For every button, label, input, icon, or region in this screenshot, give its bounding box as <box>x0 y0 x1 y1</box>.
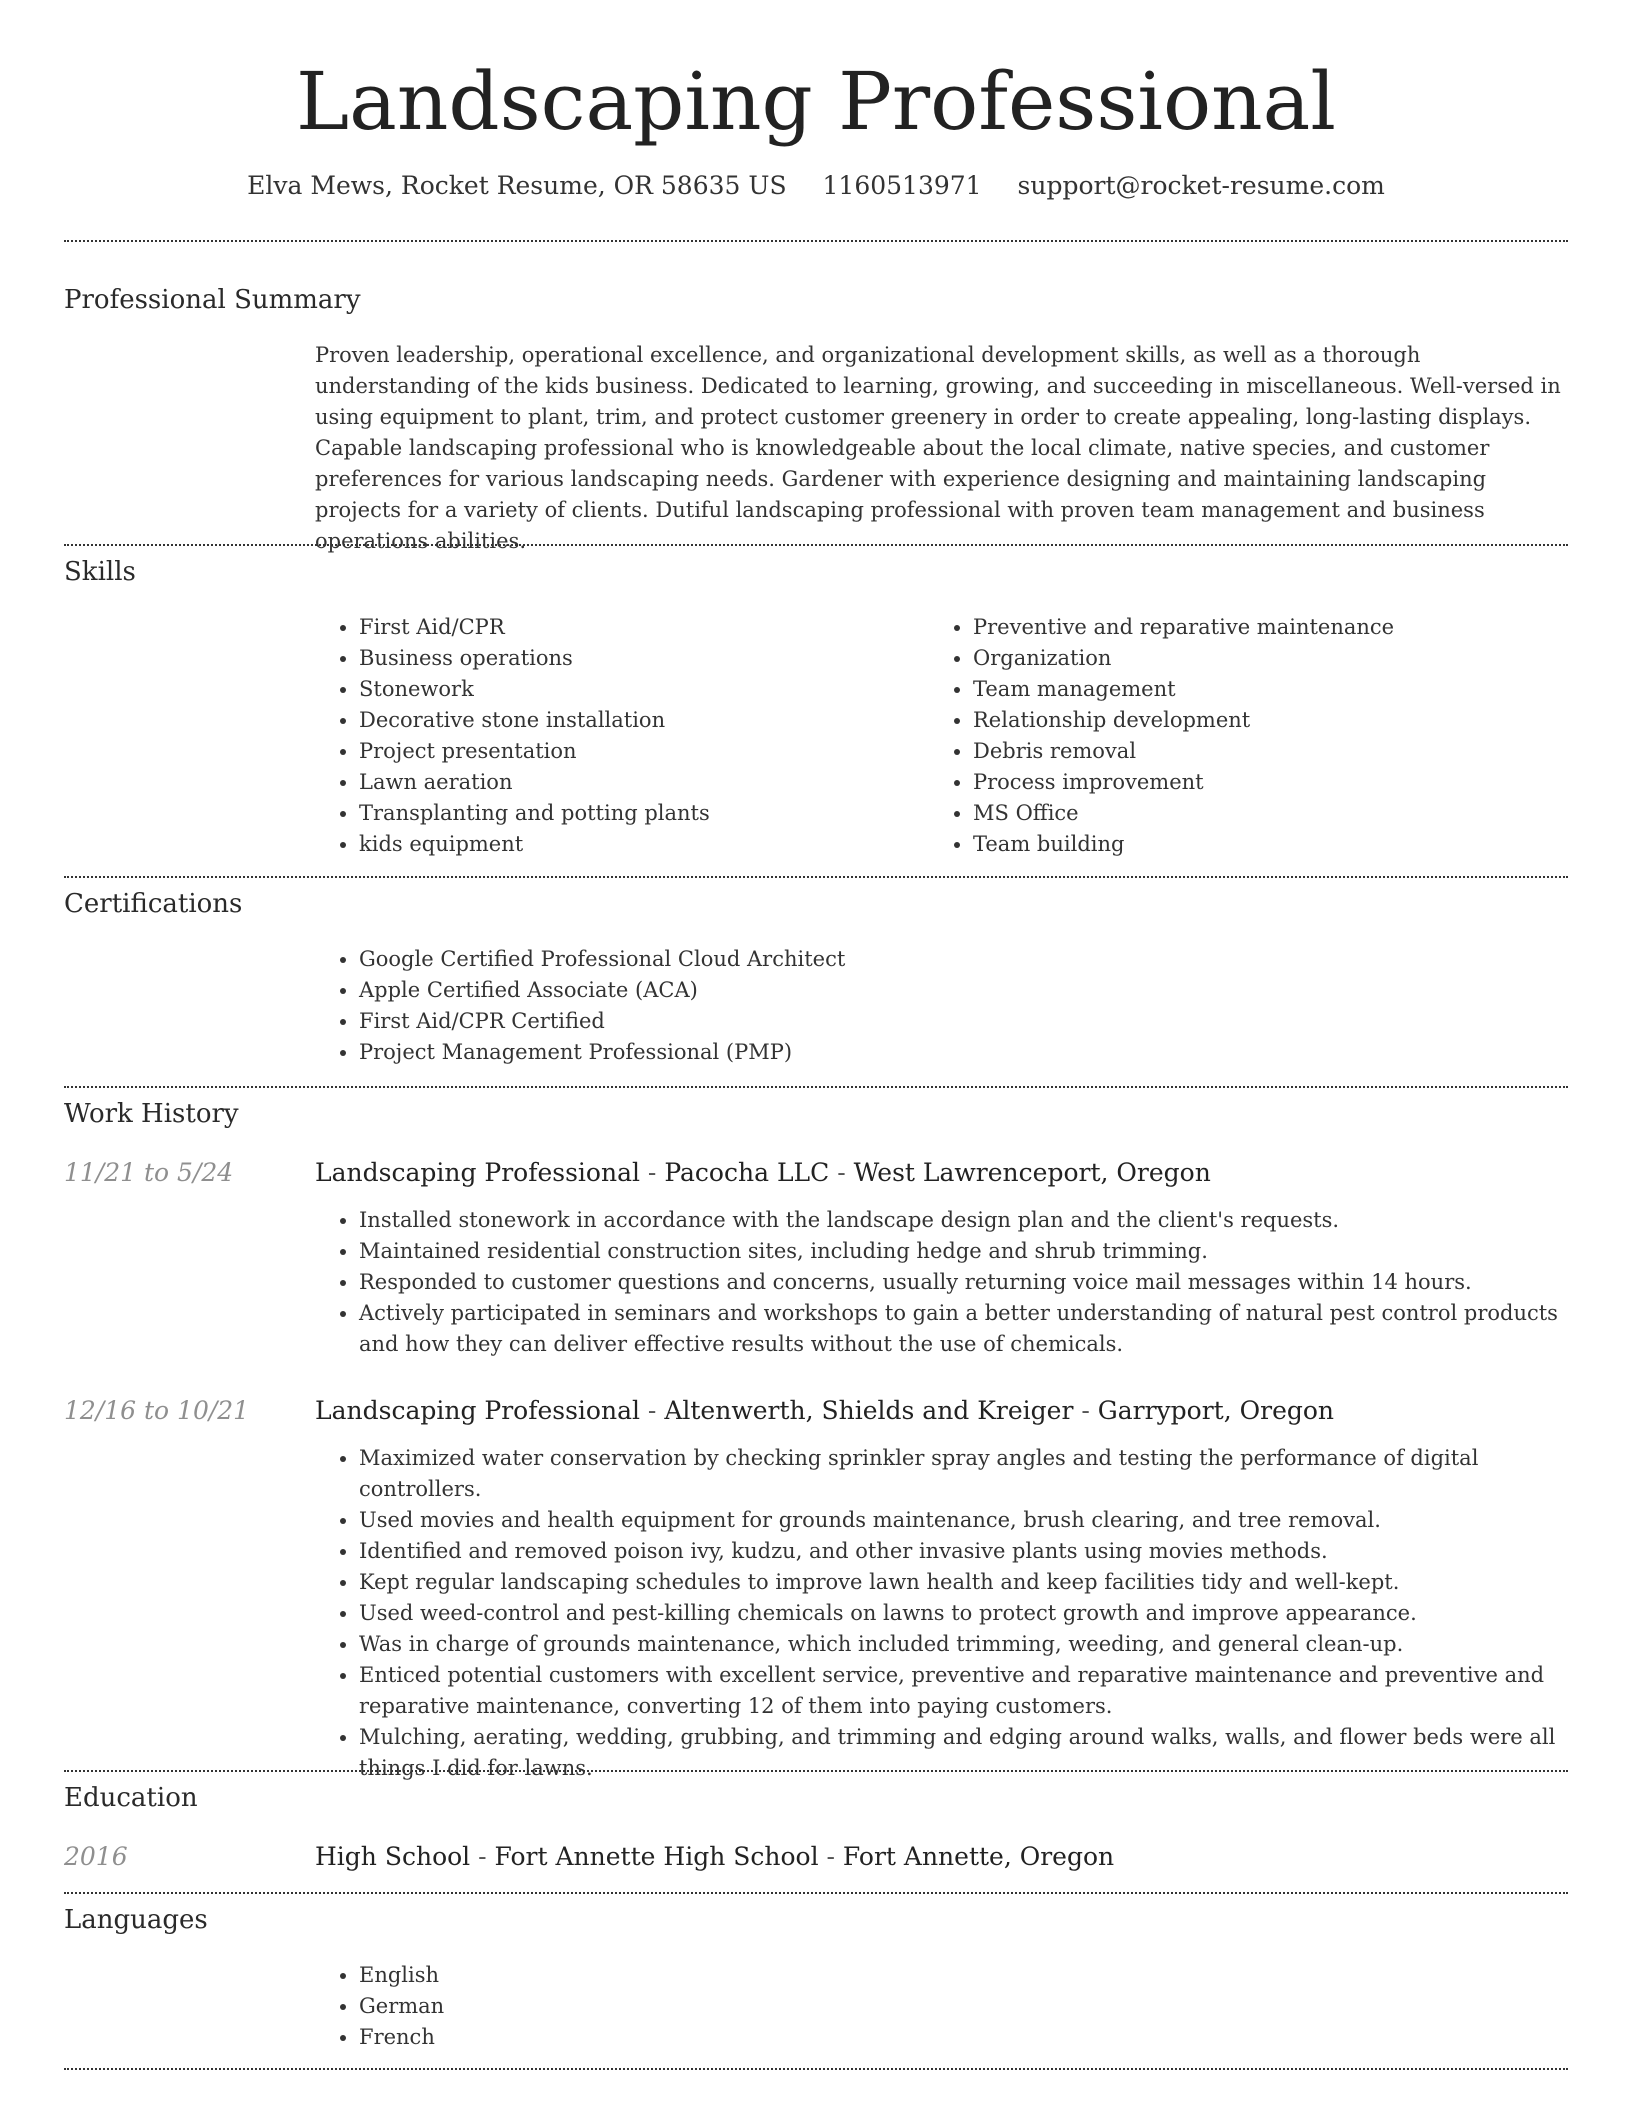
list-item: • Used weed-control and pest-killing chemicals on lawns to protect growth and improve appearance. <box>359 1598 1603 1629</box>
list-item: • kids equipment <box>359 829 919 860</box>
list-item: • French <box>359 2022 959 2053</box>
job-company: Pacocha LLC <box>664 1158 830 1187</box>
education-heading: Education <box>64 1783 198 1813</box>
list-item: • Kept regular landscaping schedules to improve lawn health and keep facilities tidy and well-kept. <box>359 1567 1603 1598</box>
contact-address: Elva Mews, Rocket Resume, OR 58635 US <box>247 171 787 200</box>
skills-list-right <box>929 612 1603 860</box>
job-company: Altenwerth, Shields and Kreiger <box>664 1396 1074 1425</box>
section-divider <box>64 2068 1568 2070</box>
list-item: • Stonework <box>359 674 919 705</box>
job-role: Landscaping Professional <box>315 1158 640 1187</box>
list-item: • Business operations <box>359 643 919 674</box>
list-item: • Project presentation <box>359 736 919 767</box>
title-separator: - <box>470 1842 495 1871</box>
list-item: • Maintained residential construction sites, including hedge and shrub trimming. <box>359 1236 1603 1267</box>
list-item: • English <box>359 1960 959 1991</box>
list-item: • Organization <box>973 643 1603 674</box>
list-item: • Decorative stone installation <box>359 705 919 736</box>
contact-line <box>0 168 1632 204</box>
work-history-heading: Work History <box>64 1099 239 1129</box>
education-degree: High School <box>315 1842 471 1871</box>
list-item: • Debris removal <box>973 736 1603 767</box>
list-item: • MS Office <box>973 798 1603 829</box>
contact-phone: 1160513971 <box>822 171 982 200</box>
resume-title: Landscaping Professional <box>296 55 1336 148</box>
languages-heading: Languages <box>64 1905 208 1935</box>
skills-heading: Skills <box>64 557 136 587</box>
list-item: • Transplanting and potting plants <box>359 798 919 829</box>
section-divider <box>64 1892 1568 1894</box>
education-location: Fort Annette, Oregon <box>842 1842 1115 1871</box>
list-item: • Responded to customer questions and concerns, usually returning voice mail messages within 14 hours. <box>359 1267 1603 1298</box>
title-separator: - <box>818 1842 843 1871</box>
title-separator: - <box>829 1158 854 1187</box>
list-item: • Identified and removed poison ivy, kudzu, and other invasive plants using movies methods. <box>359 1536 1603 1567</box>
languages-list <box>315 1960 959 2053</box>
list-item: • Actively participated in seminars and workshops to gain a better understanding of natural pest control products and how they can deliver effective results without the use of chemicals. <box>359 1298 1603 1360</box>
title-separator: - <box>639 1396 665 1425</box>
title-separator: - <box>639 1158 665 1187</box>
list-item: • Apple Certified Associate (ACA) <box>359 975 1599 1006</box>
list-item: • Relationship development <box>973 705 1603 736</box>
section-divider <box>64 876 1568 878</box>
job-dates: 11/21 to 5/24 <box>64 1158 234 1187</box>
list-item: • Mulching, aerating, wedding, grubbing, and trimming and edging around walks, walls, and flower beds were all things I did for lawns. <box>359 1722 1603 1784</box>
job-dates: 12/16 to 10/21 <box>64 1396 250 1425</box>
list-item: • Preventive and reparative maintenance <box>973 612 1603 643</box>
job-title <box>315 1393 1334 1429</box>
list-item: • Maximized water conservation by checking sprinkler spray angles and testing the performance of digital controllers. <box>359 1443 1603 1505</box>
job-role: Landscaping Professional <box>315 1396 640 1425</box>
section-divider <box>64 1086 1568 1088</box>
list-item: • Google Certified Professional Cloud Architect <box>359 944 1599 975</box>
list-item: • Team management <box>973 674 1603 705</box>
list-item: • First Aid/CPR Certified <box>359 1006 1599 1037</box>
title-separator: - <box>1073 1396 1098 1425</box>
certifications-list <box>315 944 1599 1068</box>
list-item: • First Aid/CPR <box>359 612 919 643</box>
job-location: West Lawrenceport, Oregon <box>853 1158 1211 1187</box>
section-divider <box>64 544 1568 546</box>
job-location: Garryport, Oregon <box>1097 1396 1335 1425</box>
summary-heading: Professional Summary <box>64 285 361 315</box>
section-divider <box>64 1770 1568 1772</box>
list-item: • Process improvement <box>973 767 1603 798</box>
certifications-heading: Certifications <box>64 889 243 919</box>
education-school: Fort Annette High School <box>494 1842 819 1871</box>
list-item: • Enticed potential customers with excellent service, preventive and reparative maintenance and preventive and reparative maintenance, converting 12 of them into paying customers. <box>359 1660 1603 1722</box>
list-item: • Team building <box>973 829 1603 860</box>
skills-list-left <box>315 612 919 860</box>
list-item: • Project Management Professional (PMP) <box>359 1037 1599 1068</box>
summary-text: Proven leadership, operational excellence, and organizational development skills, as well as a thorough understanding of the kids business. Dedicated to learning, growing, and succeeding in miscellaneous. Well-versed in using equipment to plant, trim, and protect customer greenery in order to create appealing, long-lasting displays. Capable landscaping professional who is knowledgeable about the local climate, native species, and customer preferences for various landscaping needs. Gardener with experience designing and maintaining landscaping projects for a variety of clients. Dutiful landscaping professional with proven team management and business operations abilities. <box>315 343 1561 553</box>
job-duties-list <box>315 1443 1603 1784</box>
education-year: 2016 <box>64 1842 128 1871</box>
contact-email: support@rocket-resume.com <box>1017 171 1385 200</box>
list-item: • Used movies and health equipment for grounds maintenance, brush clearing, and tree removal. <box>359 1505 1603 1536</box>
list-item: • German <box>359 1991 959 2022</box>
education-entry <box>315 1839 1114 1875</box>
job-title <box>315 1155 1211 1191</box>
job-duties-list <box>315 1205 1603 1360</box>
list-item: • Lawn aeration <box>359 767 919 798</box>
section-divider <box>64 240 1568 242</box>
list-item: • Installed stonework in accordance with the landscape design plan and the client's requests. <box>359 1205 1603 1236</box>
list-item: • Was in charge of grounds maintenance, which included trimming, weeding, and general clean-up. <box>359 1629 1603 1660</box>
